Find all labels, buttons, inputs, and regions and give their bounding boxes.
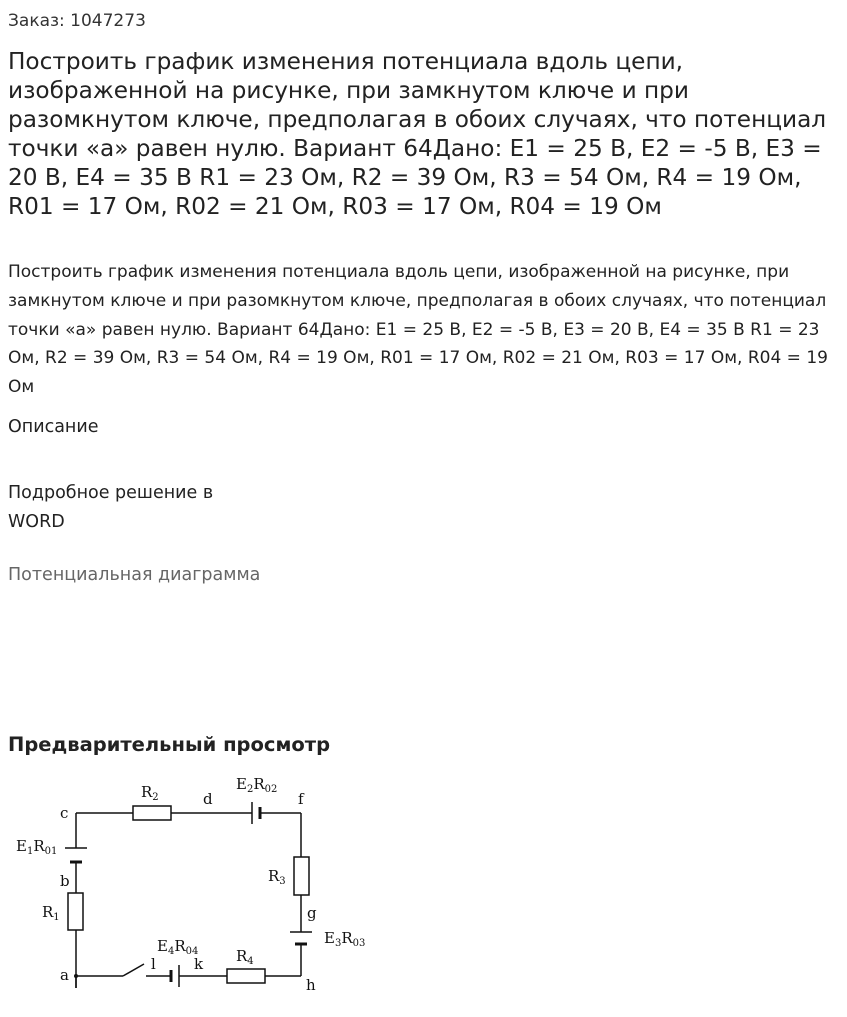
- label-r1: $R_1$: [42, 903, 60, 923]
- node-a-dot: [74, 974, 78, 978]
- switch-blade: [123, 964, 144, 976]
- source-e3: [290, 932, 312, 944]
- node-label-l: l: [151, 955, 156, 973]
- label-r4: $R_4$: [236, 947, 254, 967]
- node-label-d: d: [203, 790, 213, 808]
- node-label-h: h: [306, 976, 316, 994]
- circuit-diagram: [8, 766, 378, 1001]
- label-e1-r01: $E_1R_{01}$: [16, 837, 58, 857]
- resistor-r4: [227, 969, 265, 983]
- label-e2-r02: $E_2R_{02}$: [236, 775, 278, 795]
- resistor-r3: [294, 857, 309, 895]
- label-e4-r04: $E_4R_{04}$: [157, 937, 199, 957]
- order-number: Заказ: 1047273: [8, 11, 146, 31]
- source-e4: [171, 965, 179, 987]
- node-label-f: f: [298, 790, 304, 808]
- description-text: Подробное решение в WORD: [8, 483, 214, 532]
- circuit-wires: [76, 813, 301, 988]
- label-r2: $R_2$: [141, 783, 159, 803]
- description-note: Потенциальная диаграмма: [8, 565, 261, 585]
- description-heading: Описание: [8, 417, 99, 437]
- label-e3-r03: $E_3R_{03}$: [324, 929, 366, 949]
- task-lead-text: Построить график изменения потенциала вдоль цепи, изображенной на рисунке, при замкнутом ключе и при разомкнутом ключе, предполагая в обоих случаях, что потенциал точки «а» равен нулю. Вариант 64Дано: E1 = 25 В, E2 = -5 В, E3 = 20 В, E4 = 35 В R1 = 23 Ом, R2 = 39 Ом, R3 = 54 Ом, R4 = 19 Ом, R01 = 17 Ом, R02 = 21 Ом, R03 = 17 Ом, R04 = 19 Ом: [8, 262, 828, 398]
- node-label-a: a: [60, 966, 69, 984]
- source-e1: [65, 848, 87, 862]
- page-title: Построить график изменения потенциала вдоль цепи, изображенной на рисунке, при замкнутом ключе и при разомкнутом ключе, предполагая в обоих случаях, что потенциал точки «а» равен нулю. Вариант 64Дано: E1 = 25 В, E2 = -5 В, E3 = 20 В, E4 = 35 В R1 = 23 Ом, R2 = 39 Ом, R3 = 54 Ом, R4 = 19 Ом, R01 = 17 Ом, R02 = 21 Ом, R03 = 17 Ом, R04 = 19 Ом: [8, 48, 827, 220]
- preview-heading: Предварительный просмотр: [8, 733, 331, 756]
- source-e2: [252, 802, 260, 824]
- node-label-g: g: [307, 904, 317, 922]
- resistor-r2: [133, 806, 171, 820]
- node-label-k: k: [194, 955, 204, 973]
- resistor-r1: [68, 893, 83, 930]
- label-r3: $R_3$: [268, 867, 286, 887]
- node-label-c: c: [60, 804, 69, 822]
- node-label-b: b: [60, 872, 70, 890]
